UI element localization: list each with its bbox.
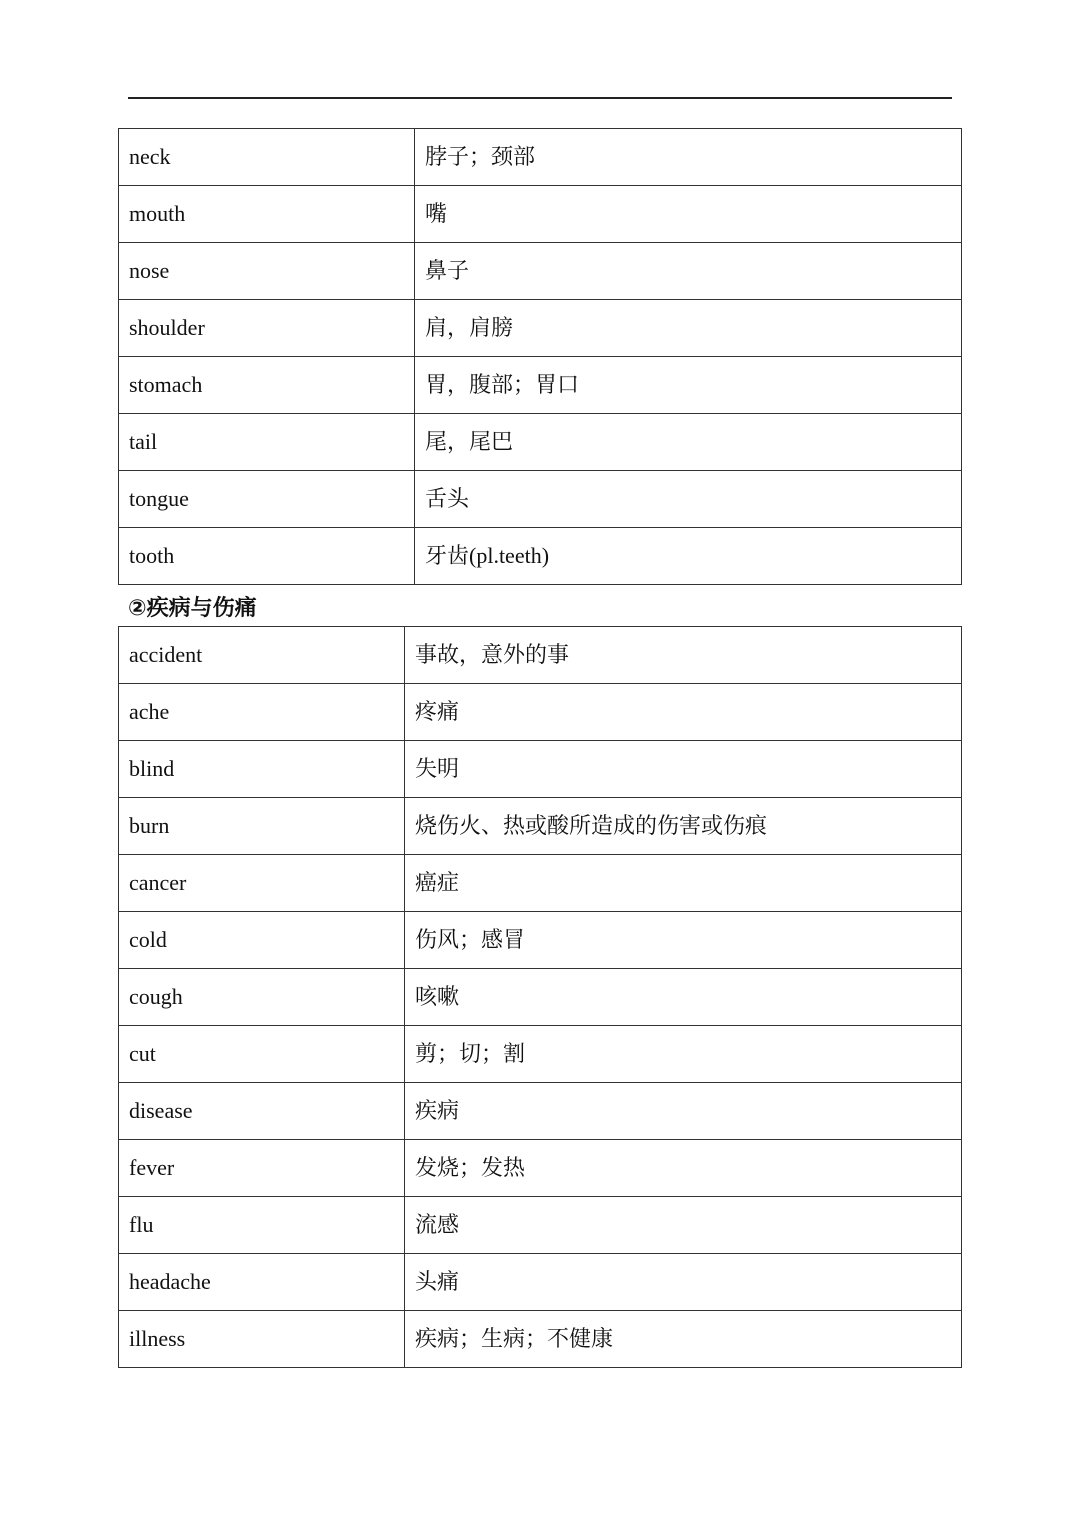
table-row <box>119 1197 962 1254</box>
table-row <box>119 357 962 414</box>
english-word-cell: shoulder <box>119 300 415 357</box>
chinese-meaning-cell: 疾病 <box>405 1083 962 1140</box>
body-parts-table <box>118 128 962 585</box>
chinese-meaning-cell: 牙齿(pl.teeth) <box>415 528 962 585</box>
english-word-cell: stomach <box>119 357 415 414</box>
table-row <box>119 684 962 741</box>
table-row <box>119 186 962 243</box>
english-word-cell: tooth <box>119 528 415 585</box>
english-word-cell: neck <box>119 129 415 186</box>
table-row <box>119 1311 962 1368</box>
table-row <box>119 129 962 186</box>
chinese-meaning-cell: 事故，意外的事 <box>405 627 962 684</box>
english-word-cell: cough <box>119 969 405 1026</box>
chinese-meaning-cell: 脖子；颈部 <box>415 129 962 186</box>
chinese-meaning-cell: 失明 <box>405 741 962 798</box>
english-word-cell: cut <box>119 1026 405 1083</box>
english-word-cell: tongue <box>119 471 415 528</box>
table-row <box>119 1026 962 1083</box>
chinese-meaning-cell: 咳嗽 <box>405 969 962 1026</box>
table-row <box>119 1140 962 1197</box>
chinese-meaning-cell: 鼻子 <box>415 243 962 300</box>
english-word-cell: tail <box>119 414 415 471</box>
english-word-cell: blind <box>119 741 405 798</box>
chinese-meaning-cell: 癌症 <box>405 855 962 912</box>
english-word-cell: flu <box>119 1197 405 1254</box>
english-word-cell: cold <box>119 912 405 969</box>
table-row <box>119 471 962 528</box>
chinese-meaning-cell: 肩，肩膀 <box>415 300 962 357</box>
table-row <box>119 1083 962 1140</box>
table-row <box>119 798 962 855</box>
english-word-cell: fever <box>119 1140 405 1197</box>
english-word-cell: nose <box>119 243 415 300</box>
english-word-cell: ache <box>119 684 405 741</box>
illness-table <box>118 626 962 1368</box>
table-row <box>119 528 962 585</box>
chinese-meaning-cell: 头痛 <box>405 1254 962 1311</box>
table-row <box>119 414 962 471</box>
chinese-meaning-cell: 疾病；生病；不健康 <box>405 1311 962 1368</box>
chinese-meaning-cell: 尾，尾巴 <box>415 414 962 471</box>
table-row <box>119 912 962 969</box>
english-word-cell: illness <box>119 1311 405 1368</box>
english-word-cell: mouth <box>119 186 415 243</box>
table-row <box>119 741 962 798</box>
english-word-cell: burn <box>119 798 405 855</box>
english-word-cell: disease <box>119 1083 405 1140</box>
english-word-cell: accident <box>119 627 405 684</box>
chinese-meaning-cell: 发烧；发热 <box>405 1140 962 1197</box>
chinese-meaning-cell: 剪；切；割 <box>405 1026 962 1083</box>
table-row <box>119 300 962 357</box>
english-word-cell: cancer <box>119 855 405 912</box>
table-row <box>119 855 962 912</box>
table-row <box>119 1254 962 1311</box>
header-rule <box>128 97 952 99</box>
chinese-meaning-cell: 胃，腹部；胃口 <box>415 357 962 414</box>
english-word-cell: headache <box>119 1254 405 1311</box>
table-row <box>119 627 962 684</box>
chinese-meaning-cell: 烧伤火、热或酸所造成的伤害或伤痕 <box>405 798 962 855</box>
table-row <box>119 969 962 1026</box>
chinese-meaning-cell: 伤风；感冒 <box>405 912 962 969</box>
chinese-meaning-cell: 流感 <box>405 1197 962 1254</box>
chinese-meaning-cell: 疼痛 <box>405 684 962 741</box>
chinese-meaning-cell: 舌头 <box>415 471 962 528</box>
chinese-meaning-cell: 嘴 <box>415 186 962 243</box>
section-heading-illness: ②疾病与伤痛 <box>128 596 257 621</box>
table-row <box>119 243 962 300</box>
